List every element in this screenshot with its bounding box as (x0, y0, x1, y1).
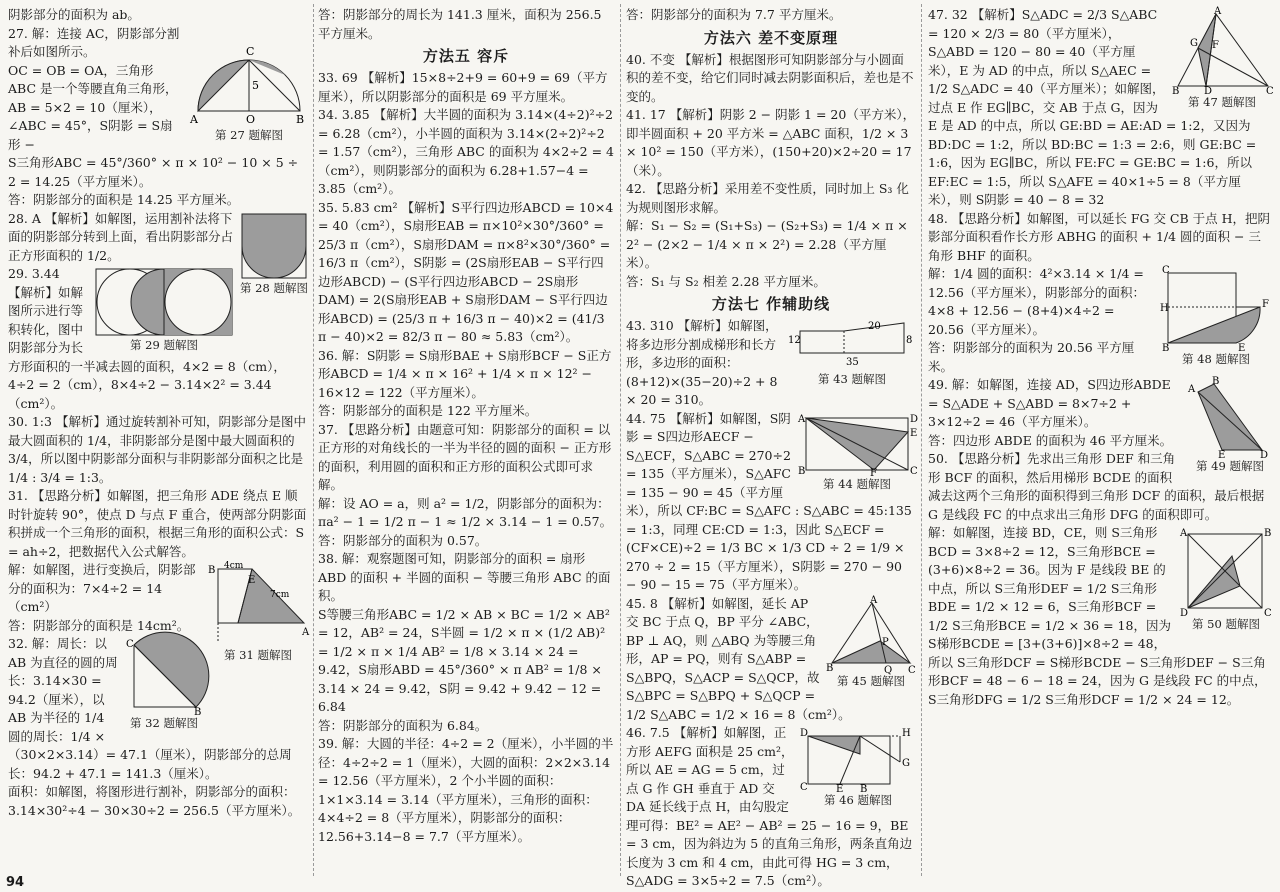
svg-text:B: B (1162, 343, 1170, 354)
label-35: 35 (846, 357, 859, 369)
svg-text:B: B (296, 112, 305, 126)
figure-28-drawing (240, 212, 308, 280)
svg-text:C: C (1264, 608, 1272, 619)
answer-text: 解：设 AO = a，则 a² = 1/2，阴影部分的面积为：πa² − 1 = 1/2 π − 1 ≈ 1/2 × 3.14 − 1 = 0.57。 (318, 495, 613, 530)
column-1 (8, 6, 308, 874)
answer-text: 答：阴影部分的面积是 14.25 平方厘米。 (8, 192, 240, 207)
svg-text:B: B (860, 784, 868, 796)
figure-43-caption: 第 43 题解图 (818, 372, 886, 387)
figure-44 (798, 412, 919, 493)
svg-text:D: D (1204, 86, 1213, 97)
svg-text:B: B (798, 465, 806, 477)
svg-text:C: C (126, 639, 134, 650)
answer-text: 答：阴影部分的面积为 20.56 平方厘米。 (928, 340, 1135, 374)
answer-text: 阴影部分的面积为 ab。 (8, 7, 140, 22)
figure-45-drawing (826, 594, 916, 676)
svg-text:D: D (1180, 608, 1189, 619)
label-7cm: 7cm (270, 590, 290, 600)
figure-48 (1160, 267, 1272, 368)
column-divider (921, 4, 922, 876)
svg-text:O: O (246, 112, 256, 126)
answer-50: 50. 【思路分析】先求出三角形 DEF 和三角形 BCF 的面积，然后用梯形 BCDE 的面积减去这两个三角形的面积得到三角形 DCF 的面积，最后根据 G 是线段 FC 的中点求出三角形 DFG 的面积即可。 (928, 451, 1265, 522)
answer-49: 49. 解：如解图，连接 AD，S四边形ABDE = S△ADE + S△ABD = 8×7÷2 + 3×12÷2 = 46（平方厘米）。 (928, 377, 1171, 429)
svg-text:H: H (1160, 303, 1169, 314)
answer-32: 32. 解：周长：以 AB 为直径的圆的周长：3.14×30 = 94.2（厘米），以 AB 为半径的 1/4 圆的周长：1/4 ×（30×2×3.14）= 47.1（厘米），阴影部分的总周长：94.2 + 47.1 = 141.3（厘米）。 (8, 636, 292, 781)
svg-text:A: A (798, 413, 806, 425)
answer-34: 34. 3.85 【解析】大半圆的面积为 3.14×(4÷2)²÷2 = 6.28（cm²），小半圆的面积为 3.14×(2÷2)²÷2 = 1.57（cm²），三角形 ABC 的面积为 4×2÷2 = 4（cm²），则阴影部分的面积为 6.28+1.57−4 = 3.85（cm²）。 (318, 107, 615, 197)
answer-text: 解：如解图，连接 BD，CE，则 S三角形BCD = 3×8÷2 = 12，S三角形BCE = (3+6)×8÷2 = 36。因为 F 是线段 BE 的中点，所以 S三角形DEF = 1/2 S三角形BDE = 1/2 × 12 = 6，S三角形BCF = 1/2 S三角形BCE = 1/2 × 36 = 18，因为 S梯形BCDE = [3+(3+6)]×8÷2 = 48，所以 S三角形DCF = S梯形BCDE − S三角形DEF − S三角形BCF = 48 − 6 − 18 = 24，因为 G 是线段 FC 的中点，S三角形DFG = 1/2 S三角形DCF = 1/2 × 24 = 12。 (928, 525, 1267, 707)
svg-text:5: 5 (252, 78, 259, 92)
answer-47: 47. 32 【解析】S△ADC = 2/3 S△ABC = 120 × 2/3 = 80（平方厘米），S△ABD = 120 − 80 = 40（平方厘米），E 为 AD 的中点，所以 S△AEC = 1/2 S△ADC = 40（平方厘米）；如解图，过点 E 作 EG∥BC，交 AB 于点 G，因为 E 是 AD 的中点，所以 GE:BD = AE:AD = 1:2，又因为 BD:DC = 1:2，所以 BD:BC = 1:3 = 2:6，则 GE:BC = 1:6，因为 EG∥BC，所以 FE:FC = GE:BC = 1:6，所以 EF:EC = 1:5，所以 S△AFE = 40×1÷5 = 8（平方厘米），则 S阴影 = 40 − 8 = 32 (928, 7, 1257, 207)
figure-31 (208, 563, 308, 664)
figure-29-caption: 第 29 题解图 (130, 338, 198, 352)
svg-text:F: F (1212, 40, 1219, 51)
svg-text:D: D (910, 413, 919, 425)
page-number: 94 (6, 875, 25, 890)
answer-39: 39. 解：大圆的半径：4÷2 = 2（厘米），小半圆的半径：4÷2÷2 = 1（厘米），大圆的面积：2×2×3.14 = 12.56（平方厘米），2 个小半圆的面积：1×1×3.14 = 3.14（平方厘米），三角形的面积：4×4÷2 = 8（平方厘米），阴影部分的面积：12.56+3.14−8 = 7.7（平方厘米）。 (318, 736, 614, 844)
figure-50-caption: 第 50 题解图 (1192, 617, 1260, 631)
svg-text:C: C (246, 44, 255, 58)
figure-27-caption: 第 27 题解图 (215, 127, 283, 142)
answer-text: 答：阴影部分的面积为 0.57。 (318, 532, 488, 548)
answer-text: 解：S₁ − S₂ = (S₁+S₃) − (S₂+S₃) = 1/4 × π × 2² − (2×2 − 1/4 × π × 2²) = 2.28（平方厘米）。 (626, 218, 908, 271)
answer-text: S三角形ABC = 45°/360° × π × 10² − 10 × 5 ÷ 2 = 14.25（平方厘米）。 (8, 155, 299, 189)
answer-text: S等腰三角形ABC = 1/2 × AB × BC = 1/2 × AB² = 12，AB² = 24，S半圆 = 1/2 × π × (1/2 AB)² = 1/2 × π × 1/4 AB² = 1/8 × 3.14 × 24 = 9.42，S扇形ABD = 45°/360° × π AB² = 1/8 × 3.14 × 24 = 9.42，S阴 = 9.42 + 9.42 − 12 = 6.84 (318, 606, 610, 715)
label-8: 8 (906, 335, 913, 347)
answer-37: 37. 【思路分析】由题意可知：阴影部分的面积 = 以正方形的对角线长的一半为半径的圆的面积 − 正方形的面积，利用圆的面积和正方形的面积公式即可求解。 (318, 421, 612, 493)
answer-text: 答：四边形 ABDE 的面积为 46 平方厘米。 (928, 432, 1173, 448)
svg-text:A: A (870, 594, 878, 606)
figure-31-caption: 第 31 题解图 (224, 648, 292, 662)
answer-41: 41. 17 【解析】阴影 2 − 阴影 1 = 20（平方米），即半圆面积 + 20 平方米 = △ABC 面积，1/2 × 3 × 10² = 150（平方米），(150+20)×2÷20 = 17（米）。 (626, 107, 916, 178)
answer-44: 44. 75 【解析】如解图，S阴影 = S四边形AECF − S△ECF，S△ABC = 270÷2 = 135（平方厘米），S△AFC = 135 − 90 = 45（平方厘米），所以 CF:BC = S△AFC : S△ABC = 45:135 = 1:3，同理 CE:CD = 1:3，因此 S△ECF = (CF×CE)÷2 = 1/3 BC × 1/3 CD ÷ 2 = 1/9 × 270 ÷ 2 = 15（平方厘米），S阴影 = 270 − 90 − 90 − 15 = 75（平方厘米）。 (626, 410, 912, 593)
answer-45: 45. 8 【解析】如解图，延长 AP 交 BC 于点 Q，BP 平分 ∠ABC，BP ⊥ AQ，则 △ABQ 为等腰三角形，AP = PQ，则有 S△ABP = S△BPQ，S△ACP = S△QCP，故 S△BPC = S△BPQ + S△QCP = 1/2 S△ABC = 1/2 × 16 = 8（cm²）。 (626, 595, 851, 722)
svg-text:F: F (1262, 299, 1269, 310)
svg-text:B: B (194, 707, 202, 718)
answer-48: 48. 【思路分析】如解图，可以延长 FG 交 CB 于点 H，把阴影部分面积看作长方形 ABHG 的面积 + 1/4 圆的面积 − 三角形 BHF 的面积。 (928, 210, 1271, 263)
svg-text:D: D (800, 728, 809, 740)
svg-text:P: P (882, 636, 889, 648)
answer-text: 解：1/4 圆的面积：4²×3.14 × 1/4 = 12.56（平方厘米），阴影部分的面积：4×8 + 12.56 − (8+4)×4÷2 = 20.56（平方厘米）。 (928, 266, 1146, 337)
column-2 (318, 6, 614, 874)
column-divider (620, 4, 621, 876)
svg-text:G: G (1190, 38, 1198, 49)
figure-32-drawing (126, 637, 202, 718)
figure-49-caption: 第 49 题解图 (1196, 459, 1264, 473)
svg-text:A: A (190, 112, 198, 126)
figure-48-caption: 第 48 题解图 (1182, 352, 1250, 366)
svg-text:B: B (208, 565, 216, 576)
answer-42: 42. 【思路分析】采用差不变性质，同时加上 S₃ 化为规则图形求解。 (626, 181, 909, 215)
svg-text:Q: Q (884, 664, 893, 676)
answer-text: 答：阴影部分的面积是 14cm²。 (8, 617, 190, 633)
svg-text:F: F (870, 467, 877, 479)
answer-35: 35. 5.83 cm² 【解析】S平行四边形ABCD = 10×4 = 40（cm²），S扇形EAB = π×10²×30°/360° = 25/3 π（cm²），S扇形DAM = π×8²×30°/360° = 16/3 π（cm²），S阴影 = (2S扇形EAB − S平行四边形ABCD) − (S平行四边形ABCD − 2S扇形DAM) = 2(S扇形EAB + S扇形DAM − S平行四边形ABCD) = (25/3 π + 16/3 π − 40)×2 = (41/3 π − 40)×2 = 82/3 π − 80 ≈ 5.83（cm²）。 (318, 199, 614, 345)
answer-36: 36. 解：S阴影 = S扇形BAE + S扇形BCF − S正方形ABCD = 1/4 × π × 16² + 1/4 × π × 12² − 16×12 = 122（平方厘米）。 (318, 347, 612, 400)
answer-text: 面积：如解图，将图形进行割补，阴影部分的面积：3.14×30²÷4 − 30×30÷2 = 256.5（平方厘米）。 (8, 784, 301, 818)
figure-46-drawing (800, 726, 916, 796)
label-20: 20 (868, 321, 881, 333)
figure-32 (126, 637, 202, 732)
answer-46: 46. 7.5 【解析】如解图，正方形 AEFG 面积是 25 cm²，所以 AE = AG = 5 cm，过点 G 作 GH 垂直于 AD 交 DA 延长线于点 H，由勾股定理可得：BE² = AE² − AB² = 25 − 16 = 9，BE = 3 cm，因为斜边为 5 的直角三角形，两条直角边长度为 3 cm 和 4 cm，由此可得 HG = 3 cm，S△ADG = 3×5÷2 = 7.5（cm²）。 (626, 725, 913, 889)
figure-31-drawing (208, 563, 308, 647)
section-title: 方法七 作辅助线 (711, 295, 831, 314)
figure-50 (1180, 526, 1272, 633)
figure-44-caption: 第 44 题解图 (823, 476, 891, 491)
svg-text:A: A (302, 627, 310, 638)
figure-28 (240, 212, 308, 297)
figure-27-drawing (190, 27, 308, 127)
figure-32-caption: 第 32 题解图 (130, 716, 198, 730)
svg-text:E: E (1218, 450, 1226, 461)
answer-43: 43. 310 【解析】如解图，将多边形分割成梯形和长方形，多边形的面积：(8+12)×(35−20)÷2 + 8 × 20 = 310。 (626, 318, 778, 408)
figure-49 (1188, 378, 1272, 475)
svg-text:C: C (1266, 86, 1274, 97)
figure-28-caption: 第 28 题解图 (240, 280, 308, 295)
figure-49-drawing (1188, 376, 1272, 461)
svg-text:A: A (1188, 384, 1196, 395)
figure-29 (94, 267, 234, 354)
svg-text:B: B (1172, 86, 1180, 97)
svg-text:D: D (1260, 450, 1269, 461)
figure-48-drawing (1160, 265, 1272, 354)
section-title: 方法五 容斥 (422, 47, 510, 65)
svg-text:A: A (1180, 528, 1188, 539)
svg-text:E: E (836, 784, 844, 796)
answer-29: 29. 3.44 【解析】如解图所示进行等积转化，图中阴影部分为长方形面积的一半减去圆的面积，4×2 = 8（cm），4÷2 = 2（cm），8×4÷2 − 3.14×2² = 3.44（cm²）。 (8, 266, 286, 411)
svg-text:G: G (902, 758, 910, 770)
answer-text: OC = OB = OA，三角形 ABC 是一个等腰直角三角形，AB = 5×2 = 10（厘米），∠ABC = 45°，S阴影 = S扇形 − (8, 62, 178, 152)
figure-45 (826, 594, 916, 690)
svg-text:E: E (910, 427, 918, 439)
answer-27: 27. 解：连接 AC，阴影部分割补后如图所示。 (8, 25, 180, 59)
answer-33: 33. 69 【解析】15×8÷2+9 = 60+9 = 69（平方厘米），所以阴影部分的面积是 69 平方厘米。 (318, 70, 608, 104)
answer-38: 38. 解：观察题图可知，阴影部分的面积 = 扇形 ABD 的面积 + 半圆的面积 − 等腰三角形 ABC 的面积。 (318, 551, 611, 604)
figure-50-drawing (1180, 526, 1272, 619)
svg-text:B: B (826, 662, 834, 674)
figure-46-caption: 第 46 题解图 (824, 793, 892, 808)
figure-43-drawing (788, 319, 916, 371)
answer-text: 答：阴影部分的面积为 7.7 平方厘米。 (626, 7, 842, 22)
answer-40: 40. 不变 【解析】根据图形可知阴影部分与小圆面积的差不变，给它们同时减去阴影面积后，差也是不变的。 (626, 51, 914, 104)
answer-text: 解：如解图，进行变换后，阴影部分的面积为：7×4÷2 = 14（cm²） (8, 562, 196, 614)
figure-27 (190, 27, 308, 144)
svg-text:B: B (1264, 528, 1272, 539)
answer-text: 答：阴影部分的面积为 6.84。 (318, 717, 488, 733)
svg-text:C: C (1162, 265, 1170, 276)
column-divider (313, 4, 314, 876)
figure-45-caption: 第 45 题解图 (837, 673, 905, 688)
figure-46 (800, 726, 916, 809)
figure-47-drawing (1172, 6, 1274, 97)
figure-47 (1172, 8, 1272, 111)
figure-47-caption: 第 47 题解图 (1188, 95, 1256, 109)
svg-text:C: C (908, 664, 916, 676)
label-4cm: 4cm (224, 561, 244, 571)
answer-text: 答：S₁ 与 S₂ 相差 2.28 平方厘米。 (626, 273, 826, 289)
answer-text: 答：阴影部分的周长为 141.3 厘米，面积为 256.5 平方厘米。 (318, 7, 602, 41)
svg-text:C: C (800, 782, 808, 794)
svg-text:B: B (1212, 376, 1220, 387)
answer-31: 31. 【思路分析】如解图，把三角形 ADE 绕点 E 顺时针旋转 90°，使点 D 与点 F 重合，使两部分阴影面积拼成一个三角形的面积，根据三角形的面积公式：S = ah÷2，把数据代入公式解答。 (8, 488, 307, 559)
svg-text:A: A (1214, 6, 1222, 17)
column-3 (626, 6, 919, 889)
figure-29-drawing (94, 267, 234, 337)
figure-43 (788, 319, 916, 388)
column-4 (928, 6, 1272, 874)
svg-text:H: H (902, 728, 911, 740)
answer-30: 30. 1:3 【解析】通过旋转割补可知，阴影部分是图中最大圆面积的 1/4，非阴影部分是图中最大圆面积的 3/4，所以图中阴影部分面积与非阴影部分面积之比是 1/4 : 3/4 = 1:3。 (8, 414, 306, 485)
answer-28: 28. A 【解析】如解图，运用割补法将下面的阴影部分转到上面，看出阴影部分占正方形面积的 1/2。 (8, 210, 234, 263)
section-title: 方法六 差不变原理 (703, 28, 839, 47)
svg-text:E: E (1238, 343, 1246, 354)
svg-text:E: E (248, 575, 256, 586)
svg-text:C: C (910, 465, 918, 477)
answer-text: 答：阴影部分的面积是 122 平方厘米。 (318, 403, 538, 419)
label-12: 12 (788, 335, 801, 347)
figure-44-drawing (798, 412, 919, 479)
